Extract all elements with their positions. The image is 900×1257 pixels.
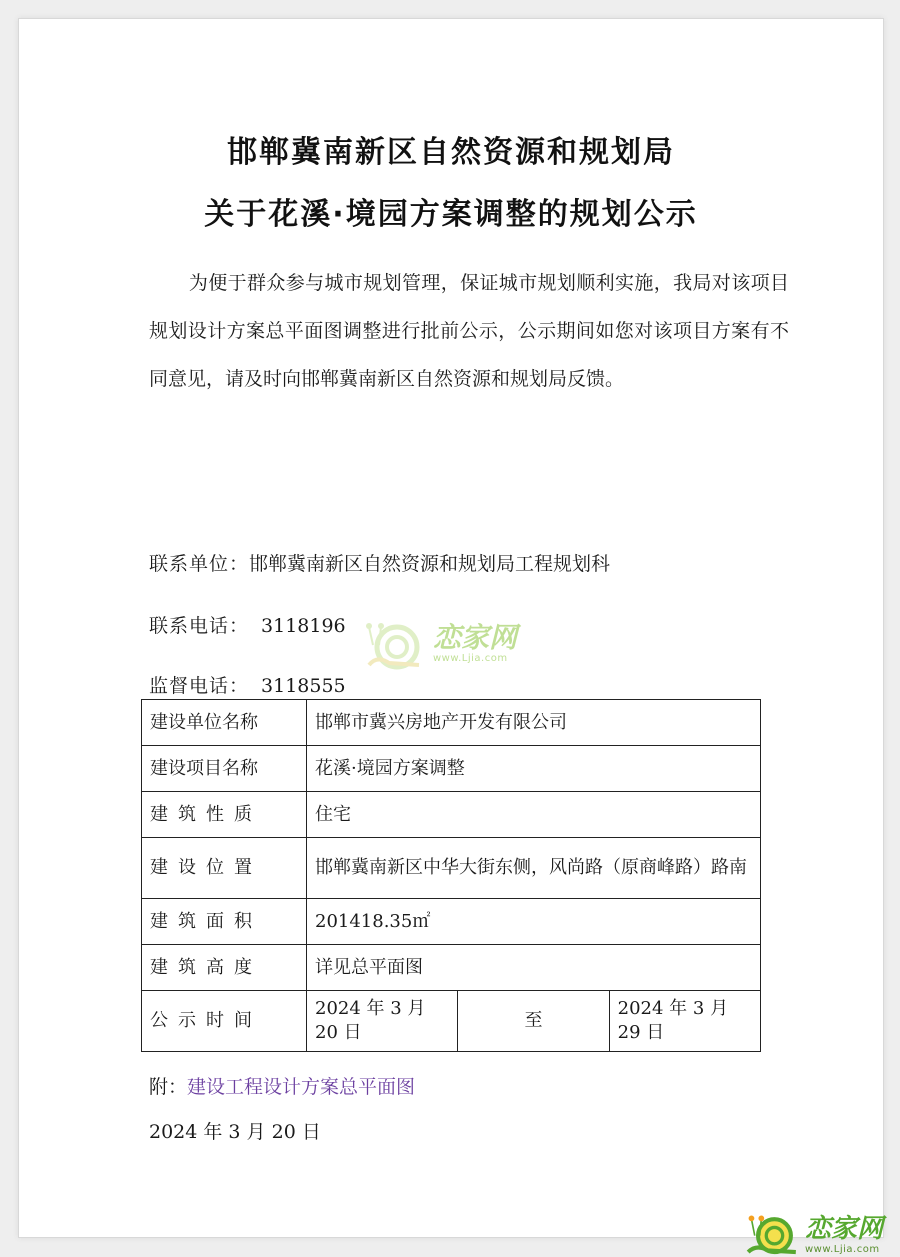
area-label: 建筑面积 [142,899,307,945]
table-row [142,700,761,746]
table-row [142,945,761,991]
contact-phone-value: 3118196 [261,615,346,637]
supervise-phone [149,671,346,698]
issue-date: 2024 年 3 月 20 日 [149,1121,321,1143]
location-value: 邯郸冀南新区中华大街东侧，风尚路（原商峰路）路南 [307,838,761,899]
contact-unit-value: 邯郸冀南新区自然资源和规划局工程规划科 [249,553,611,575]
contact-phone-label: 联系电话： [149,615,250,637]
watermark-url: www.Ljia.com [433,652,508,664]
contact-unit [149,549,610,576]
period-start: 2024 年 3 月 20 日 [307,991,458,1052]
supervise-phone-value: 3118555 [261,675,346,697]
period-end: 2024 年 3 月 29 日 [609,991,760,1052]
nature-value: 住宅 [307,792,761,838]
watermark-brand: 恋家网 [433,620,518,654]
watermark-corner-brand: 恋家网 [805,1213,884,1244]
attachment-label: 附： [149,1076,188,1098]
project-value: 花溪·境园方案调整 [307,746,761,792]
builder-label: 建设单位名称 [142,700,307,746]
project-info-table [141,699,761,1052]
watermark-corner-url: www.Ljia.com [805,1243,880,1255]
attachment-link[interactable]: 建设工程设计方案总平面图 [187,1076,416,1098]
height-value: 详见总平面图 [307,945,761,991]
snail-logo-icon [359,615,429,671]
supervise-phone-label: 监督电话： [149,675,250,697]
project-label: 建设项目名称 [142,746,307,792]
attachment [149,1072,415,1099]
intro-paragraph: 为便于群众参与城市规划管理，保证城市规划顺利实施，我局对该项目规划设计方案总平面图调整进行批前公示，公示期间如您对该项目方案有不同意见，请及时向邯郸冀南新区自然资源和规划局反馈。 [149,272,789,390]
contact-phone [149,611,346,638]
title-subject: 关于花溪·境园方案调整的规划公示 [204,197,698,232]
title-issuer: 邯郸冀南新区自然资源和规划局 [227,135,675,170]
period-to: 至 [458,991,609,1052]
table-row [142,991,761,1052]
watermark-corner [743,1211,883,1257]
table-row [142,838,761,899]
location-label: 建设位置 [142,838,307,899]
table-row [142,899,761,945]
document-page [18,18,884,1255]
contact-unit-label: 联系单位： [149,553,250,575]
table-row [142,792,761,838]
nature-label: 建筑性质 [142,792,307,838]
area-value: 201418.35㎡ [307,899,761,945]
watermark-center [359,615,517,671]
table-row [142,746,761,792]
snail-logo-icon [743,1211,801,1257]
builder-value: 邯郸市冀兴房地产开发有限公司 [307,700,761,746]
period-label: 公示时间 [142,991,307,1052]
height-label: 建筑高度 [142,945,307,991]
